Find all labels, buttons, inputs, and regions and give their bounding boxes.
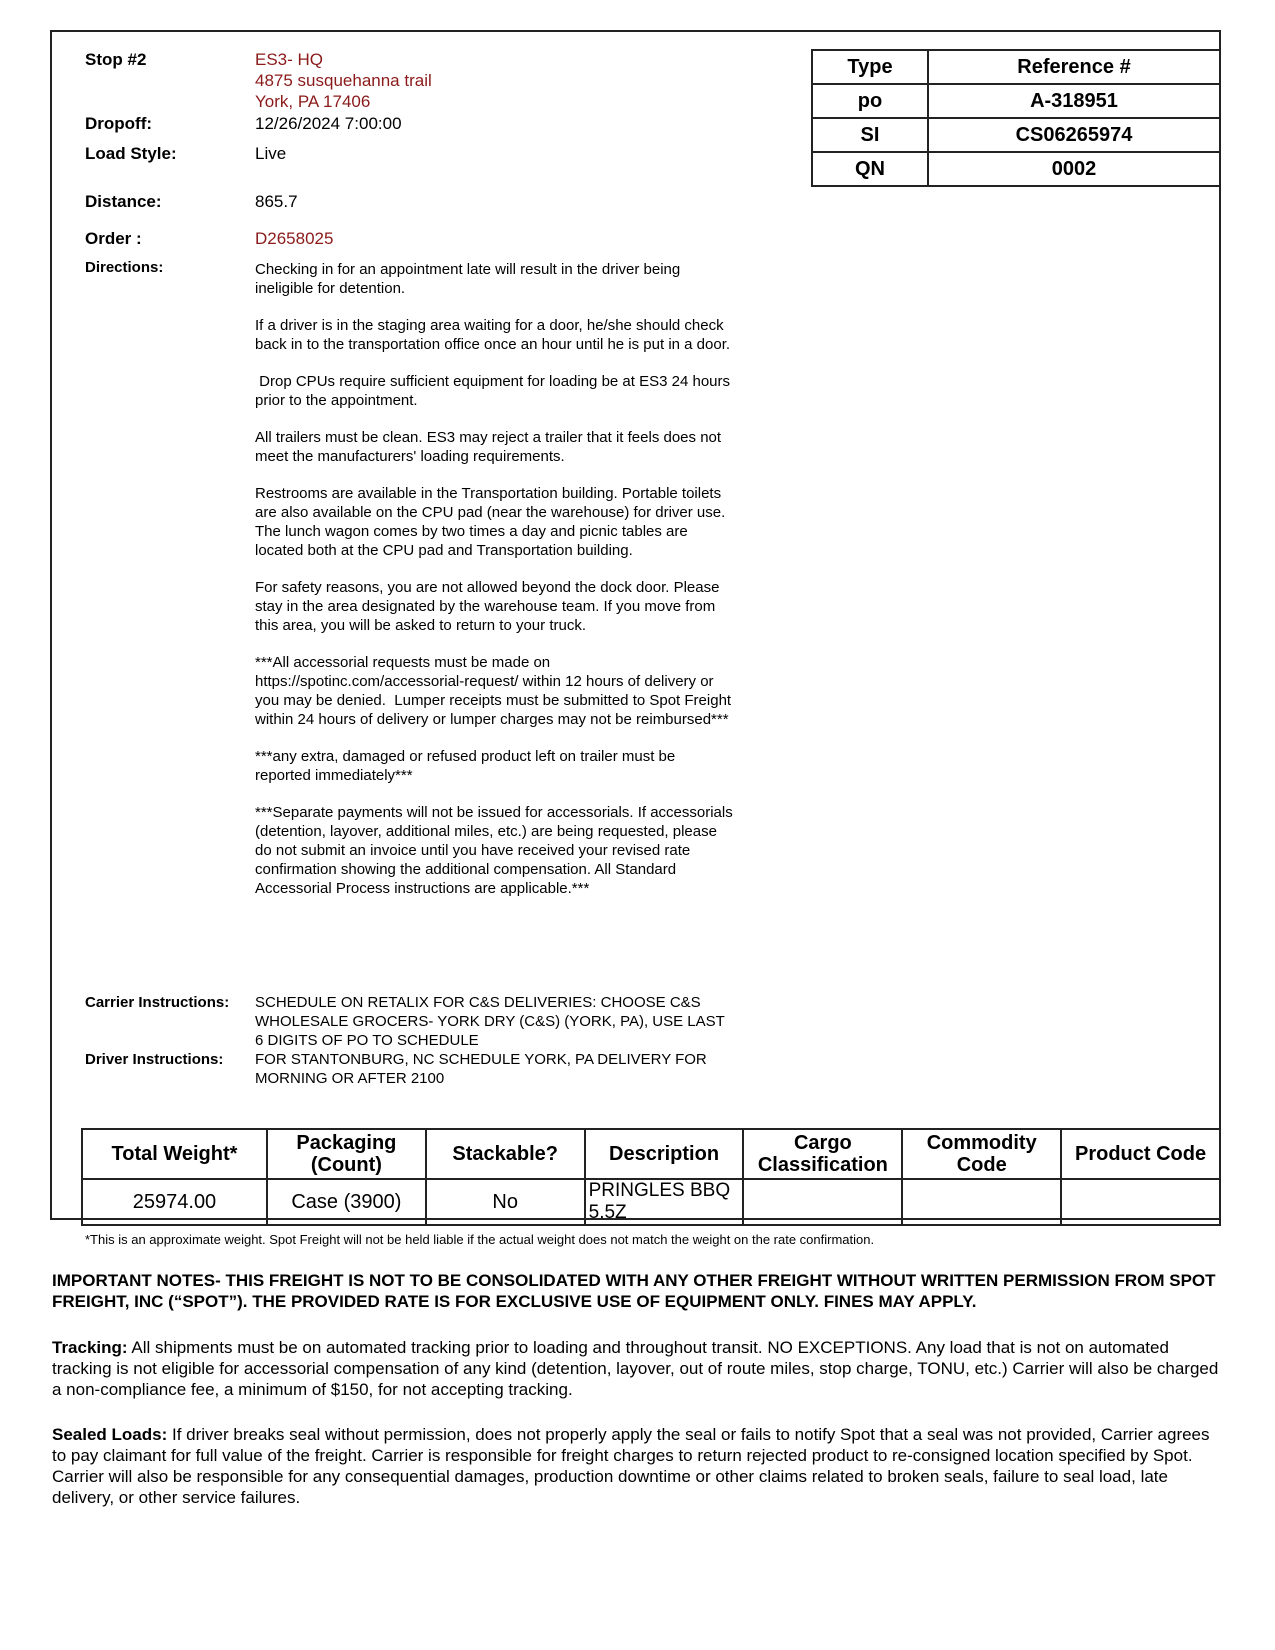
reference-header-number: Reference # [928, 50, 1220, 84]
carrier-instructions-label: Carrier Instructions: [85, 994, 230, 1011]
reference-number: 0002 [928, 152, 1220, 186]
order-label: Order : [85, 229, 142, 248]
driver-instructions-value: FOR STANTONBURG, NC SCHEDULE YORK, PA DELIVERY FOR MORNING OR AFTER 2100 [255, 1051, 707, 1087]
dropoff-value: 12/26/2024 7:00:00 [255, 114, 402, 133]
order-value: D2658025 [255, 229, 334, 248]
stop-name: ES3- HQ [255, 50, 324, 69]
sealed-loads-label: Sealed Loads: [52, 1425, 168, 1444]
direction-paragraph: Restrooms are available in the Transportation building. Portable toilets are also available on the CPU pad (near the warehouse) for driver use. The lunch wagon comes by two times a day and picnic tables are located both at the CPU pad and Transportation building. [255, 485, 730, 559]
header-description: Description [585, 1129, 744, 1179]
freight-table [81, 1128, 1221, 1226]
driver-instructions-label: Driver Instructions: [85, 1051, 224, 1068]
table-row [812, 118, 1220, 152]
stackable-cell: No [426, 1179, 585, 1225]
description-cell: PRINGLES BBQ 5.5Z [585, 1179, 744, 1225]
reference-type: po [812, 84, 928, 118]
reference-type: QN [812, 152, 928, 186]
header-packaging: Packaging (Count) [267, 1129, 426, 1179]
reference-number: A-318951 [928, 84, 1220, 118]
reference-type: SI [812, 118, 928, 152]
packaging-cell: Case (3900) [267, 1179, 426, 1225]
directions-label: Directions: [85, 259, 164, 276]
table-row [812, 152, 1220, 186]
reference-table [811, 49, 1221, 187]
direction-paragraph: If a driver is in the staging area waiting for a door, he/she should check back in to the transportation office once an hour until he is put in a door. [255, 317, 731, 353]
direction-paragraph: Checking in for an appointment late will result in the driver being ineligible for detention. [255, 261, 685, 297]
carrier-instructions-value: SCHEDULE ON RETALIX FOR C&S DELIVERIES: CHOOSE C&S WHOLESALE GROCERS- YORK DRY (C&S) (YORK, PA), USE LAST 6 DIGITS OF PO TO SCHEDULE [255, 994, 725, 1049]
cargo-classification-cell [743, 1179, 902, 1225]
header-product-code: Product Code [1061, 1129, 1220, 1179]
freight-header-row [82, 1129, 1220, 1179]
total-weight-cell: 25974.00 [82, 1179, 267, 1225]
weight-footnote: *This is an approximate weight. Spot Freight will not be held liable if the actual weight does not match the weight on the rate confirmation. [85, 1232, 875, 1247]
header-commodity-code: Commodity Code [902, 1129, 1061, 1179]
direction-paragraph: Drop CPUs require sufficient equipment for loading be at ES3 24 hours prior to the appointment. [255, 373, 735, 409]
reference-number: CS06265974 [928, 118, 1220, 152]
header-total-weight: Total Weight* [82, 1129, 267, 1179]
load-style-label: Load Style: [85, 144, 177, 163]
distance-label: Distance: [85, 192, 162, 211]
direction-paragraph: ***Separate payments will not be issued for accessorials. If accessorials (detention, layover, additional miles, etc.) are being requested, please do not submit an invoice until you have received your revised rate confirmation showing the additional compensation. All Standard Accessorial Process instructions are applicable.*** [255, 804, 737, 897]
tracking-paragraph [52, 1337, 1222, 1400]
direction-paragraph: All trailers must be clean. ES3 may reject a trailer that it feels does not meet the manufacturers' loading requirements. [255, 429, 726, 465]
header-stackable: Stackable? [426, 1129, 585, 1179]
reference-header-type: Type [812, 50, 928, 84]
distance-value: 865.7 [255, 192, 298, 211]
header-cargo-classification: Cargo Classification [743, 1129, 902, 1179]
sealed-loads-text: If driver breaks seal without permission, does not properly apply the seal or fails to notify Spot that a seal was not provided, Carrier agrees to pay claimant for full value of the freight. Carrier is responsible for freight charges to return rejected product to re-consigned location specified by Spot. Carrier will also be responsible for any consequential damages, production downtime or other claims related to broken seals, failure to seal load, late delivery, or other service failures. [52, 1425, 1210, 1507]
reference-header-row [812, 50, 1220, 84]
tracking-text: All shipments must be on automated tracking prior to loading and throughout transit. NO EXCEPTIONS. Any load that is not on automated tracking is not eligible for accessorial compensation of any kind (detention, layover, out of route miles, stop charge, TONU, etc.) Carrier will also be charged a non-compliance fee, a minimum of $150, for not accepting tracking. [52, 1338, 1219, 1399]
directions-text [255, 260, 735, 898]
direction-paragraph: For safety reasons, you are not allowed beyond the dock door. Please stay in the area designated by the warehouse team. If you move from this area, you will be asked to return to your truck. [255, 579, 724, 634]
tracking-label: Tracking: [52, 1338, 128, 1357]
product-code-cell [1061, 1179, 1220, 1225]
important-notes: IMPORTANT NOTES- THIS FREIGHT IS NOT TO BE CONSOLIDATED WITH ANY OTHER FREIGHT WITHOUT WRITTEN PERMISSION FROM SPOT FREIGHT, INC (“SPOT”). THE PROVIDED RATE IS FOR EXCLUSIVE USE OF EQUIPMENT ONLY. FINES MAY APPLY. [52, 1271, 1216, 1311]
table-row [82, 1179, 1220, 1225]
sealed-loads-paragraph [52, 1424, 1222, 1508]
table-row [812, 84, 1220, 118]
stop-address-line1: 4875 susquehanna trail [255, 71, 432, 90]
dropoff-label: Dropoff: [85, 114, 153, 133]
direction-paragraph: ***All accessorial requests must be made on https://spotinc.com/accessorial-request/ within 12 hours of delivery or you may be denied. Lumper receipts must be submitted to Spot Freight within 24 hours of delivery or lumper charges may not be reimbursed*** [255, 654, 736, 728]
commodity-code-cell [902, 1179, 1061, 1225]
stop-address-line2: York, PA 17406 [255, 92, 371, 111]
load-style-value: Live [255, 144, 287, 163]
stop-label: Stop #2 [85, 50, 147, 69]
direction-paragraph: ***any extra, damaged or refused product left on trailer must be reported immediately*** [255, 748, 680, 784]
